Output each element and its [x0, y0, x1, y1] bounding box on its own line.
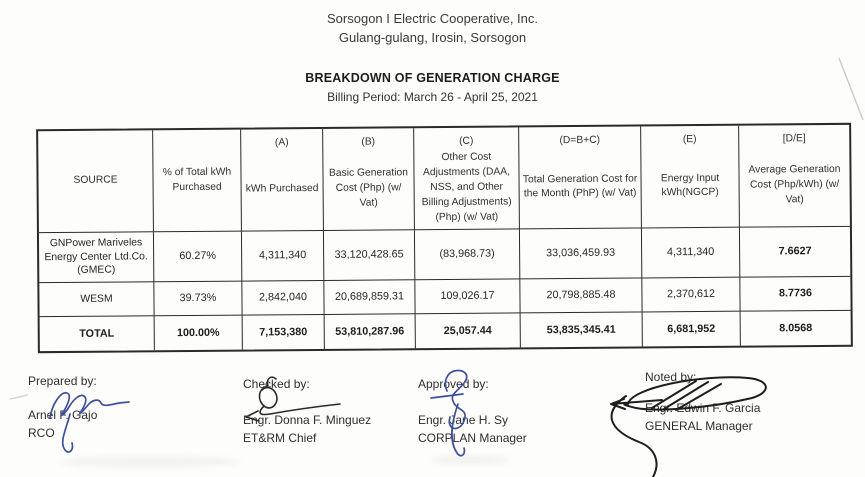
table-cell-pct: 39.73%: [154, 282, 242, 317]
letterhead: [0, 9, 865, 47]
col-header-energy-input: [641, 126, 740, 229]
col-header-label: Other Cost Adjustments (DAA, NSS, and Other Billing Adjustments) (Php) (w/ Vat): [421, 151, 512, 223]
table-cell-basic-cost: 20,689,859.31: [324, 280, 415, 315]
col-header-label: Energy Input kWh(NGCP): [660, 172, 720, 199]
title-block: [0, 71, 865, 104]
table-cell-source: WESM: [39, 282, 154, 317]
total-cell-kwh: 7,153,380: [243, 315, 325, 350]
col-header-average-cost: [739, 125, 850, 228]
table-cell-kwh: 4,311,340: [242, 231, 324, 282]
table-cell-energy-input: 4,311,340: [642, 228, 740, 279]
scan-smudge: [60, 456, 240, 468]
col-header-label: Average Generation Cost (Php/kWh) (w/ Vat): [748, 163, 841, 206]
col-header-total-cost: [519, 126, 642, 229]
table-cell-energy-input: 2,370,612: [642, 278, 740, 313]
signatory-title: CORPLAN Manager: [418, 431, 527, 445]
total-cell-total-cost: 53,835,345.41: [521, 312, 643, 347]
total-cell-basic-cost: 53,810,287.96: [325, 314, 416, 349]
signatory-heading: Prepared by:: [28, 374, 97, 388]
total-row-label: TOTAL: [40, 316, 155, 351]
col-header-pct-kwh: [153, 130, 242, 233]
signatory-approved-by: [418, 377, 527, 447]
col-code: (D=B+C): [559, 134, 601, 147]
scan-smudge: [430, 455, 510, 465]
col-header-kwh-purchased: [241, 129, 324, 232]
signatory-heading: Noted by:: [645, 370, 697, 384]
table-cell-other-adj: 109,026.17: [415, 279, 520, 314]
table-cell-source: GNPower Mariveles Energy Center Ltd.Co. (GMEC): [39, 232, 154, 283]
col-code: (E): [682, 134, 697, 146]
table-cell-total-cost: 33,036,459.93: [520, 228, 642, 279]
total-cell-other-adj: 25,057.44: [416, 313, 521, 348]
generation-charge-table: [36, 123, 853, 353]
signatory-heading: Approved by:: [418, 377, 489, 391]
col-code: (B): [361, 136, 376, 148]
signatory-heading: Checked by:: [243, 377, 310, 391]
col-header-label: kWh Purchased: [245, 182, 319, 195]
table-cell-kwh: 2,842,040: [242, 281, 324, 316]
signatory-checked-by: [243, 377, 371, 447]
total-cell-pct: 100.00%: [155, 316, 243, 351]
signatory-title: GENERAL Manager: [645, 419, 753, 433]
billing-period: Billing Period: March 26 - April 25, 2021: [327, 90, 538, 104]
signatory-noted-by: [645, 370, 760, 435]
scan-mark: [10, 395, 28, 399]
total-cell-energy-input: 6,681,952: [643, 312, 741, 347]
signatory-prepared-by: [28, 374, 97, 442]
col-header-other-adjustments: [414, 127, 520, 230]
col-header-label: SOURCE: [73, 174, 118, 186]
org-address: Gulang-gulang, Irosin, Sorsogon: [338, 30, 527, 45]
table-cell-avg-cost: 7.6627: [740, 227, 850, 278]
table-cell-basic-cost: 33,120,428.65: [324, 230, 415, 281]
table-cell-avg-cost: 8.7736: [740, 277, 850, 312]
signatory-name: Engr. Edwin F. Garcia: [645, 401, 761, 415]
col-header-source: [38, 130, 154, 233]
table-cell-other-adj: (83,968.73): [415, 229, 520, 280]
signatory-title: ET&RM Chief: [243, 431, 317, 445]
signatory-name: Engr. Donna F. Minguez: [243, 413, 372, 427]
col-header-label: Basic Generation Cost (Php) (w/ Vat): [328, 167, 409, 209]
table-cell-pct: 60.27%: [154, 232, 242, 283]
signatory-name: Arnel F. Gajo: [28, 408, 98, 422]
signatory-name: Engr. Jane H. Sy: [418, 413, 509, 427]
col-code: (C): [459, 135, 474, 147]
table-cell-total-cost: 20,798,885.48: [520, 278, 642, 313]
signatory-title: RCO: [28, 426, 55, 440]
col-header-label: Total Generation Cost for the Month (PhP) (w/ Vat): [522, 173, 638, 200]
col-header-basic-cost: [323, 128, 415, 231]
col-header-label: % of Total kWh Purchased: [162, 166, 232, 193]
report-title: BREAKDOWN OF GENERATION CHARGE: [305, 71, 560, 85]
org-name: Sorsogon I Electric Cooperative, Inc.: [327, 11, 538, 26]
col-code: (A): [274, 137, 289, 149]
col-code: [D/E]: [782, 133, 806, 145]
total-cell-avg-cost: 8.0568: [779, 322, 813, 335]
